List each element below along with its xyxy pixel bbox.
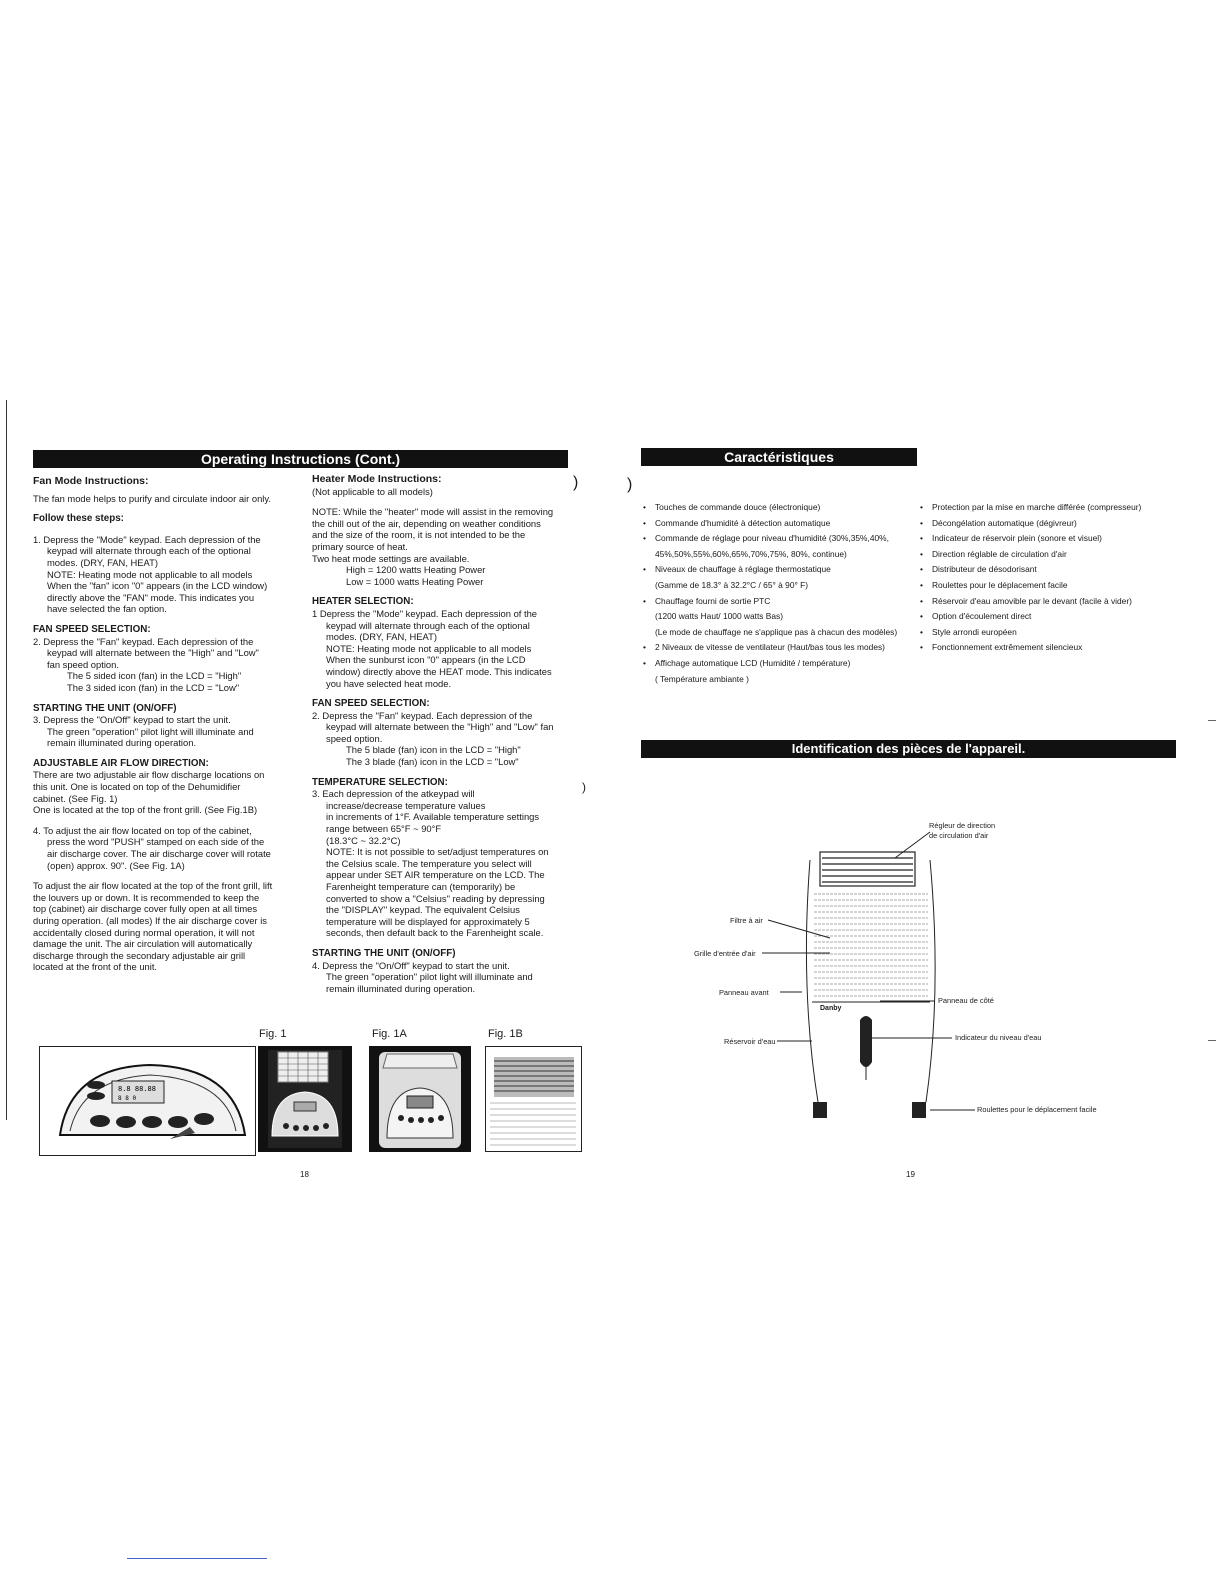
- feature-item: 45%,50%,55%,60%,65%,70%,75%, 80%, continue): [655, 548, 847, 559]
- airflow-text: There are two adjustable air flow discharge locations on this unit. One is located on top of the Dehumidifier cabinet. (See Fig. 1) One is located at the top of the front grill. (See Fig.1B): [33, 769, 265, 816]
- margin-bracket-mark: ): [627, 476, 633, 493]
- heater-step-1: 1 Depress the "Mode" keypad. Each depression of the keypad will alternate through each of the optional modes. (DRY, FAN, HEAT) NOTE: Heating mode not applicable to all models When the sunburst icon "0" appears (in the LCD window) directly above the HEAT mode. This indicates you have selected heat mode.: [312, 607, 552, 689]
- feature-item: • Touches de commande douce (électronique): [643, 500, 913, 516]
- heater-step-2: 2. Depress the "Fan" keypad. Each depression of the keypad will alternate between the "High" and "Low" fan speed option. The 5 blade (fan) icon in the LCD = "High" The 3 blade (fan) icon in the LCD = "Low": [312, 709, 554, 768]
- feature-item: • 2 Niveaux de vitesse de ventilateur (Haut/bas tous les modes): [643, 640, 913, 656]
- heater-mode-column: [312, 474, 574, 994]
- label-filter: Filtre à air: [730, 916, 763, 925]
- fig-1-label: Fig. 1: [259, 1028, 287, 1040]
- fig-1a-label: Fig. 1A: [372, 1028, 407, 1040]
- label-air-direction: Régleur de direction de circulation d'air: [929, 821, 996, 840]
- feature-item: • Affichage automatique LCD (Humidité / température): [643, 656, 913, 672]
- margin-bracket-mark: ): [573, 474, 579, 491]
- feature-item: • Commande d'humidité à détection automatique: [643, 516, 913, 532]
- feature-item: (1200 watts Haut/ 1000 watts Bas): [655, 611, 784, 622]
- heater-starting-title: STARTING THE UNIT (ON/OFF): [312, 947, 456, 959]
- page-number-left: 18: [300, 1171, 309, 1177]
- fan-speed-title: FAN SPEED SELECTION:: [33, 623, 151, 635]
- feature-item: ( Température ambiante ): [655, 673, 749, 684]
- label-water-level: Indicateur du niveau d'eau: [955, 1033, 1042, 1042]
- temperature-selection-title: TEMPERATURE SELECTION:: [312, 776, 448, 788]
- margin-bracket-mark: ): [582, 780, 586, 794]
- feature-item: • Style arrondi européen: [920, 625, 1215, 641]
- features-list-right: [920, 500, 1215, 656]
- banner-identification: Identification des pièces de l'appareil.: [641, 740, 1176, 758]
- label-front-panel: Panneau avant: [719, 988, 769, 997]
- feature-item: • Décongélation automatique (dégivreur): [920, 516, 1215, 532]
- fan-step-3: 3. Depress the "On/Off" keypad to start the unit. The green "operation" pilot light will illuminate and remain illuminated during operation.: [33, 714, 254, 749]
- page-number-right: 19: [906, 1171, 915, 1177]
- fan-step-2: 2. Depress the "Fan" keypad. Each depression of the keypad will alternate between the "High" and "Low" fan speed option. The 5 sided icon (fan) in the LCD = "High" The 3 sided icon (fan) in the LCD = "Low": [33, 635, 259, 693]
- fan-mode-title: Fan Mode Instructions:: [33, 475, 149, 487]
- banner-operating-instructions: Operating Instructions (Cont.): [33, 450, 568, 468]
- feature-item: • Option d'écoulement direct: [920, 609, 1215, 625]
- features-list-left: [643, 500, 913, 687]
- starting-unit-title: STARTING THE UNIT (ON/OFF): [33, 702, 177, 714]
- bottom-underline: [127, 1558, 267, 1559]
- fan-step-4: 4. To adjust the air flow located on top of the cabinet, press the word "PUSH" stamped on each side of the air discharge cover. The air discharge cover will rotate (open) approx. 90". (See Fig. 1A): [33, 824, 271, 871]
- label-side-panel: Panneau de côté: [938, 996, 994, 1005]
- heater-mode-title: Heater Mode Instructions:: [312, 473, 442, 485]
- feature-item: • Fonctionnement extrêmement silencieux: [920, 640, 1215, 656]
- fan-mode-intro: The fan mode helps to purify and circulate indoor air only.: [33, 492, 271, 504]
- fig-1a-image: [369, 1046, 471, 1152]
- fig-1-image: [258, 1046, 352, 1152]
- page-edge-line: [6, 400, 7, 1120]
- feature-item: • Commande de réglage pour niveau d'humidité (30%,35%,40%,: [643, 531, 913, 547]
- feature-item: • Réservoir d'eau amovible par le devant (facile à vider): [920, 594, 1215, 610]
- fan-step-1: 1. Depress the "Mode" keypad. Each depression of the keypad will alternate through each of the optional modes. (DRY, FAN, HEAT) NOTE: Heating mode not applicable to all models When the "fan" icon "0" appears (in the LCD window) directly above the "FAN" mode. This indicates you have selected the fan option.: [33, 533, 268, 615]
- danby-logo: Danby: [820, 1005, 842, 1012]
- airflow-title: ADJUSTABLE AIR FLOW DIRECTION:: [33, 757, 209, 769]
- svg-text:8 8 0: 8 8 0: [118, 1095, 137, 1102]
- banner-caracteristiques: Caractéristiques: [641, 448, 917, 466]
- heater-step-4: 4. Depress the "On/Off" keypad to start the unit. The green "operation" pilot light will illuminate and remain illuminated during operation.: [312, 959, 533, 994]
- airflow-paragraph: To adjust the air flow located at the top of the front grill, lift the louvers up or down. It is recommended to keep the top (cabinet) air discharge cover fully open at all times during operation. (all modes) If the air discharge cover is accidentally closed during normal operation, it will not damage the unit. The air circulation will automatically discharge through the secondary adjustable air grill located at the front of the unit.: [33, 880, 273, 973]
- control-panel-figure: [39, 1046, 256, 1156]
- svg-text:8.8 88.88: 8.8 88.88: [118, 1085, 156, 1093]
- label-reservoir: Réservoir d'eau: [724, 1037, 776, 1046]
- feature-item: • Chauffage fourni de sortie PTC: [643, 594, 913, 610]
- feature-item: (Le mode de chauffage ne s'applique pas à chacun des modèles): [655, 626, 898, 637]
- fan-mode-column: [33, 476, 295, 973]
- label-casters: Roulettes pour le déplacement facile: [977, 1105, 1097, 1114]
- heater-note: NOTE: While the "heater" mode will assist in the removing the chill out of the air, depending on weather conditions and the size of the room, it is not intended to be the primary source of heat. Two heat mode settings are available. High = 1200 watts Heating Power Low = 1000 watts Heating Power: [312, 506, 554, 587]
- fig-1b-label: Fig. 1B: [488, 1028, 523, 1040]
- feature-item: • Niveaux de chauffage à réglage thermostatique: [643, 562, 913, 578]
- follow-steps: Follow these steps:: [33, 513, 124, 525]
- edge-mark: [1208, 1040, 1216, 1041]
- leader-lines: [680, 820, 1000, 1120]
- feature-item: • Indicateur de réservoir plein (sonore et visuel): [920, 531, 1215, 547]
- feature-item: • Distributeur de désodorisant: [920, 562, 1215, 578]
- feature-item: • Protection par la mise en marche différée (compresseur): [920, 500, 1215, 516]
- feature-item: (Gamme de 18.3° à 32.2°C / 65° à 90° F): [655, 579, 809, 590]
- feature-item: • Direction réglable de circulation d'air: [920, 547, 1215, 563]
- fig-1b-image: [485, 1046, 582, 1152]
- edge-mark: [1208, 720, 1216, 721]
- label-intake-grill: Grille d'entrée d'air: [694, 949, 756, 958]
- heater-selection-title: HEATER SELECTION:: [312, 596, 414, 608]
- feature-item: • Roulettes pour le déplacement facile: [920, 578, 1215, 594]
- heater-mode-sub: (Not applicable to all models): [312, 485, 433, 497]
- heater-step-3: 3. Each depression of the atkeypad will increase/decrease temperature values in increments of 1°F. Available temperature settings range between 65°F ~ 90°F (18.3°C ~ 32.2°C) NOTE: It is not possible to set/adjust temperatures on the Celsius scale. The temperature you select will appear under SET AIR temperature on the LCD. The Farenheight temperature can (temporarily) be converted to show a "Celsius" reading by depressing the "DISPLAY" keypad. The equivalent Celsius temperature will be displayed for approximately 5 seconds, then default back to the Farenheight scale.: [312, 788, 549, 939]
- heater-fan-speed-title: FAN SPEED SELECTION:: [312, 698, 430, 710]
